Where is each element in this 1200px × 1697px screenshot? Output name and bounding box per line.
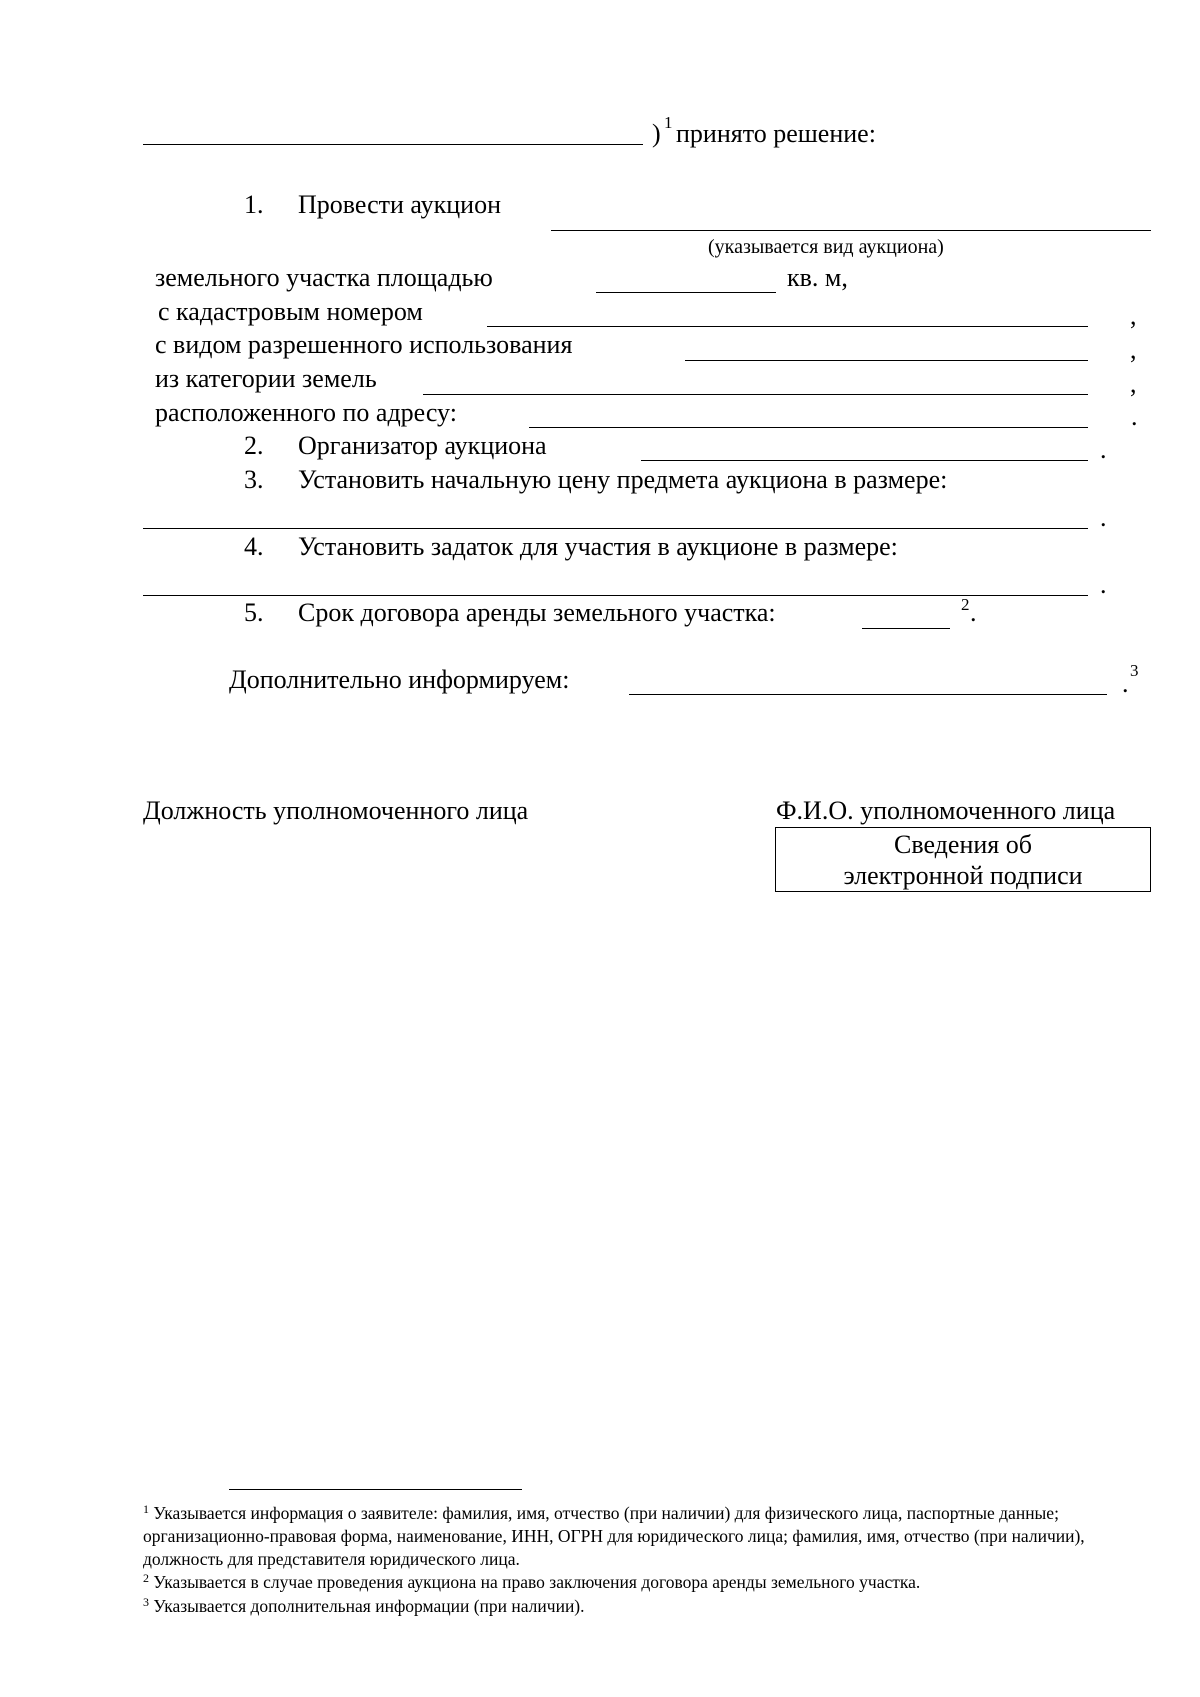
address-label: расположенного по адресу:	[155, 398, 457, 427]
organizer-blank	[641, 460, 1088, 461]
item-4-text: Установить задаток для участия в аукционе в размере:	[298, 532, 898, 561]
esignature-line-1: Сведения об	[894, 829, 1032, 859]
lease-term-blank	[862, 628, 950, 629]
category-label: из категории земель	[155, 364, 377, 393]
item-1-number: 1.	[244, 190, 264, 219]
footnote-3	[143, 1595, 1133, 1618]
footnote-ref-1: 1	[664, 113, 673, 132]
footnote-1-text: Указывается информация о заявителе: фамилия, имя, отчество (при наличии) для физического лица, паспортные данные; организационно-правовая форма, наименование, ИНН, ОГРН для юридического лица; фамилия, имя, отчество (при наличии), должность для представителя юридического лица.	[143, 1503, 1085, 1569]
item-2-text: Организатор аукциона	[298, 431, 547, 460]
position-label: Должность уполномоченного лица	[143, 796, 529, 825]
cadastral-label: с кадастровым номером	[158, 297, 423, 326]
start-price-period: .	[1100, 503, 1107, 532]
additional-label: Дополнительно информируем:	[229, 665, 570, 694]
esignature-line-2: электронной подписи	[843, 860, 1083, 890]
permitted-use-blank	[685, 360, 1088, 361]
address-blank	[529, 427, 1088, 428]
footnote-3-text: Указывается дополнительная информации (при наличии).	[153, 1596, 585, 1616]
footnote-ref-2: 2	[961, 595, 970, 614]
auction-type-hint: (указывается вид аукциона)	[708, 236, 944, 258]
permitted-use-comma: ,	[1130, 335, 1137, 364]
area-blank	[596, 292, 776, 293]
additional-period: .	[1122, 669, 1129, 698]
auction-type-blank	[551, 230, 1151, 231]
footnote-2-number: 2	[143, 1571, 149, 1585]
closing-paren: )	[652, 119, 661, 148]
footnote-2-text: Указывается в случае проведения аукциона на право заключения договора аренды земельного участка.	[153, 1572, 921, 1592]
cadastral-blank	[487, 326, 1088, 327]
area-unit: кв. м,	[787, 263, 848, 292]
footnote-3-number: 3	[143, 1595, 149, 1609]
footnote-ref-3: 3	[1130, 661, 1139, 680]
deposit-period: .	[1100, 570, 1107, 599]
permitted-use-label: с видом разрешенного использования	[155, 330, 573, 359]
deposit-blank	[143, 595, 1088, 596]
cadastral-comma: ,	[1130, 301, 1137, 330]
item-5-number: 5.	[244, 598, 264, 627]
lease-term-period: .	[970, 598, 977, 627]
category-comma: ,	[1130, 369, 1137, 398]
footnote-1	[143, 1502, 1133, 1571]
organizer-period: .	[1100, 435, 1107, 464]
item-5-text: Срок договора аренды земельного участка:	[298, 598, 776, 627]
item-3-text: Установить начальную цену предмета аукциона в размере:	[298, 465, 948, 494]
decision-text: принято решение:	[676, 119, 876, 148]
footnote-2	[143, 1571, 1133, 1594]
name-label: Ф.И.О. уполномоченного лица	[776, 796, 1116, 825]
esignature-box	[775, 827, 1151, 892]
address-period: .	[1131, 402, 1138, 431]
applicant-blank	[143, 144, 643, 145]
footnote-separator	[229, 1489, 522, 1490]
footnote-1-number: 1	[143, 1502, 149, 1516]
item-4-number: 4.	[244, 532, 264, 561]
item-1-text: Провести аукцион	[298, 190, 501, 219]
item-3-number: 3.	[244, 465, 264, 494]
area-label: земельного участка площадью	[155, 263, 493, 292]
item-2-number: 2.	[244, 431, 264, 460]
category-blank	[423, 394, 1088, 395]
additional-blank	[629, 694, 1107, 695]
start-price-blank	[143, 528, 1088, 529]
